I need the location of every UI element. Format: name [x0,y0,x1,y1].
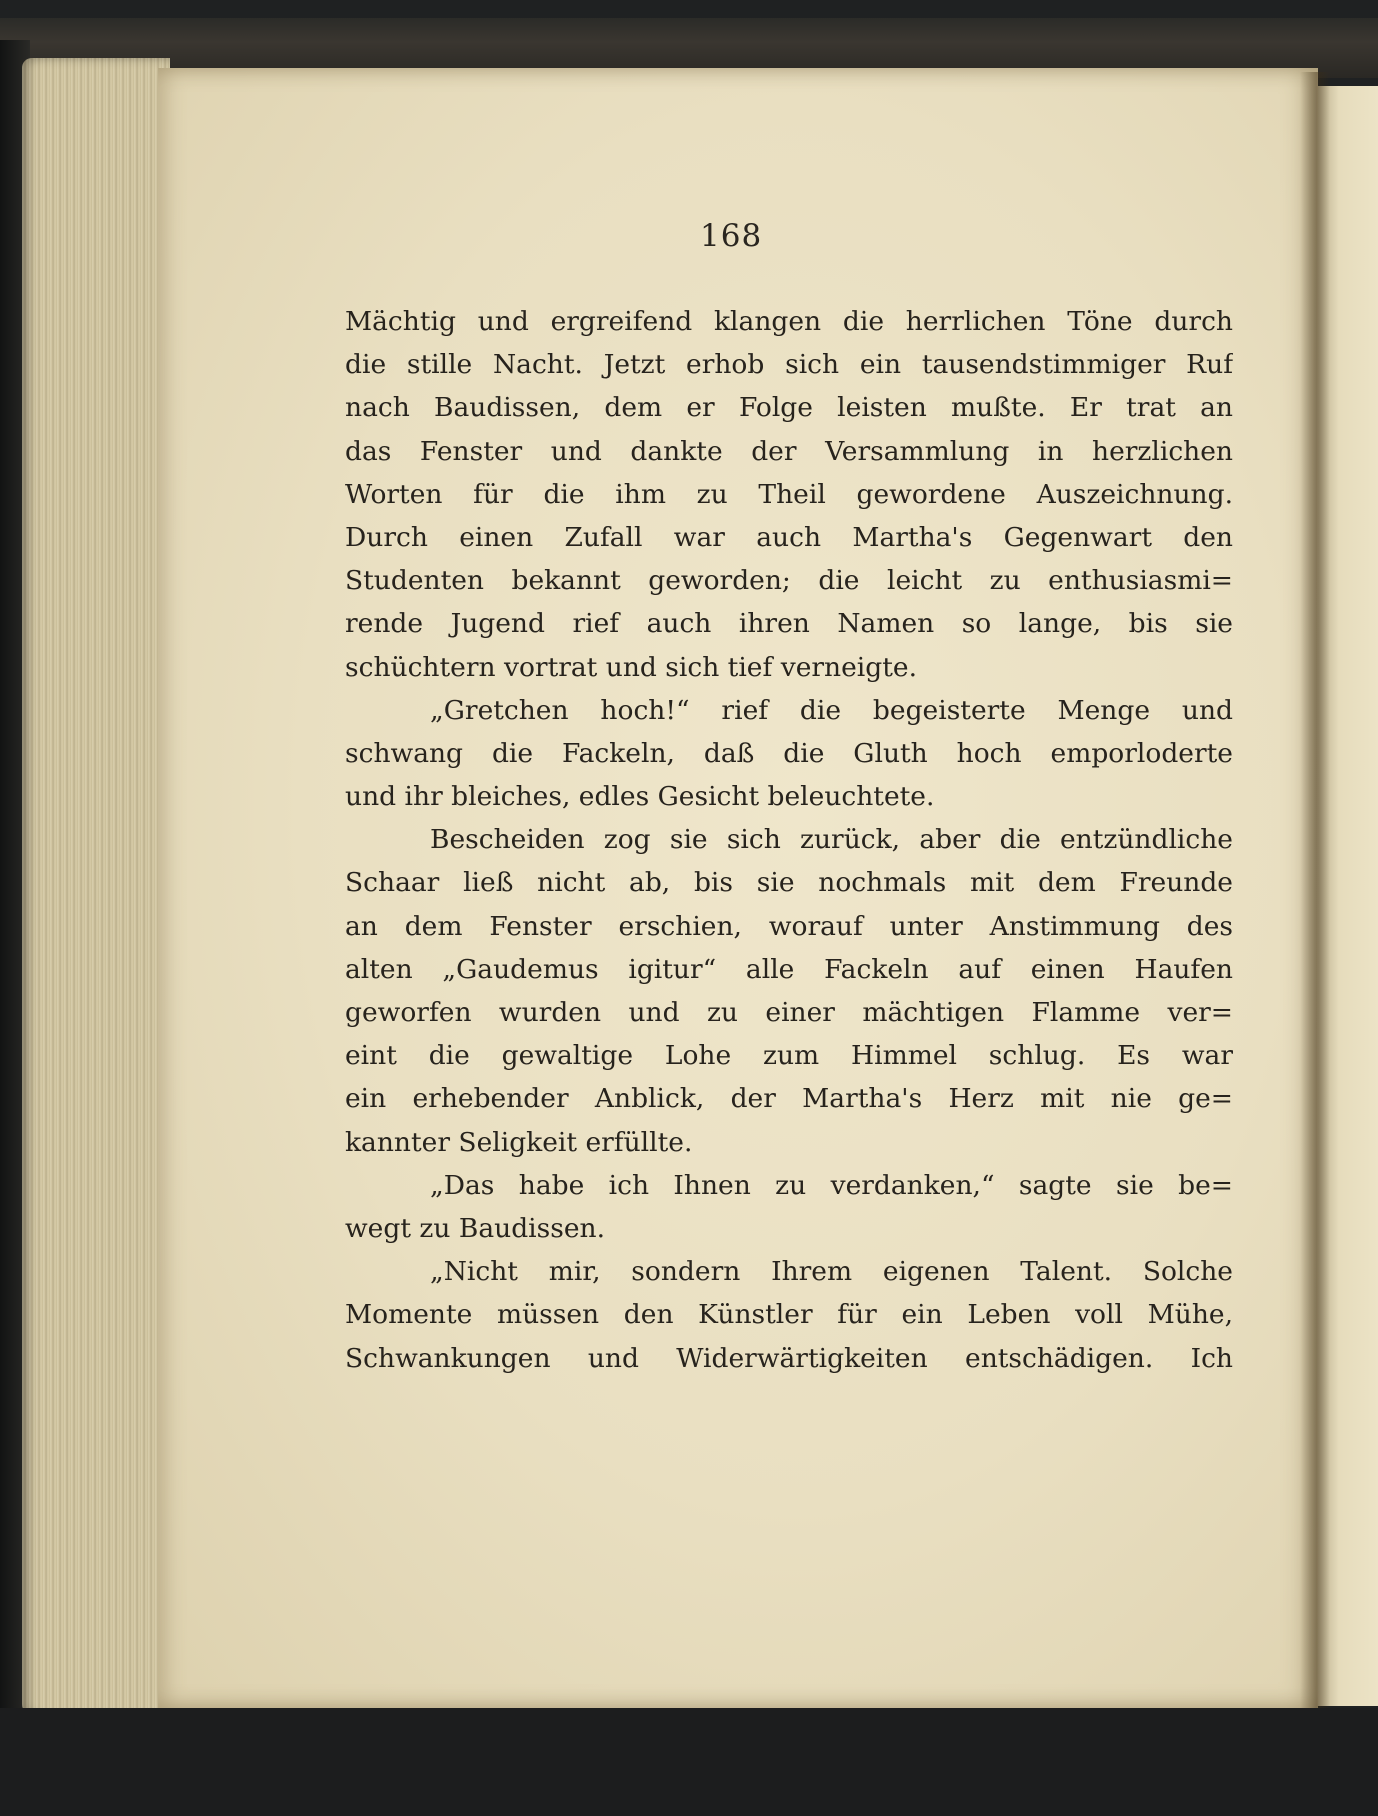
text-line: Studenten bekannt geworden; die leicht zu enthusiasmi= [345,565,1233,597]
text-line: schwang die Fackeln, daß die Gluth hoch emporloderte [345,737,1233,769]
text-line: „Nicht mir, sondern Ihrem eigenen Talent. Solche [430,1256,1233,1288]
text-line: Schaar ließ nicht ab, bis sie nochmals mit dem Freunde [345,867,1233,899]
text-line: Worten für die ihm zu Theil gewordene Auszeichnung. [345,478,1233,510]
text-line: schüchtern vortrat und sich tief verneigte. [345,651,917,683]
text-line: und ihr bleiches, edles Gesicht beleuchtete. [345,781,935,813]
text-line: kannter Seligkeit erfüllte. [345,1126,693,1158]
text-line: Schwankungen und Widerwärtigkeiten entschädigen. Ich [345,1342,1233,1374]
text-line: die stille Nacht. Jetzt erhob sich ein tausendstimmiger Ruf [345,349,1233,381]
text-line: alten „Gaudemus igitur“ alle Fackeln auf einen Haufen [345,953,1233,985]
text-line: wegt zu Baudissen. [345,1212,606,1244]
text-line: nach Baudissen, dem er Folge leisten mußte. Er trat an [345,392,1233,424]
text-line: rende Jugend rief auch ihren Namen so lange, bis sie [345,608,1233,640]
text-line: Mächtig und ergreifend klangen die herrlichen Töne durch [345,306,1233,337]
page-edges [22,58,170,1718]
text-line: an dem Fenster erschien, worauf unter Anstimmung des [345,910,1233,942]
body-text [345,300,1233,1380]
text-line: „Gretchen hoch!“ rief die begeisterte Menge und [430,694,1233,726]
text-line: das Fenster und dankte der Versammlung in herzlichen [345,435,1233,467]
text-line: Durch einen Zufall war auch Martha's Gegenwart den [345,521,1233,553]
text-line: Momente müssen den Künstler für ein Leben voll Mühe, [345,1299,1233,1331]
text-line: Bescheiden zog sie sich zurück, aber die entzündliche [430,824,1233,856]
page-number: 168 [700,218,763,254]
bottom-shadow [0,1708,1378,1816]
text-line: „Das habe ich Ihnen zu verdanken,“ sagte sie be= [430,1169,1233,1201]
text-line: geworfen wurden und zu einer mächtigen Flamme ver= [345,997,1233,1028]
text-line: ein erhebender Anblick, der Martha's Herz mit nie ge= [345,1083,1233,1115]
text-line: eint die gewaltige Lohe zum Himmel schlug. Es war [345,1040,1233,1072]
gutter-shadow [1300,72,1330,1712]
